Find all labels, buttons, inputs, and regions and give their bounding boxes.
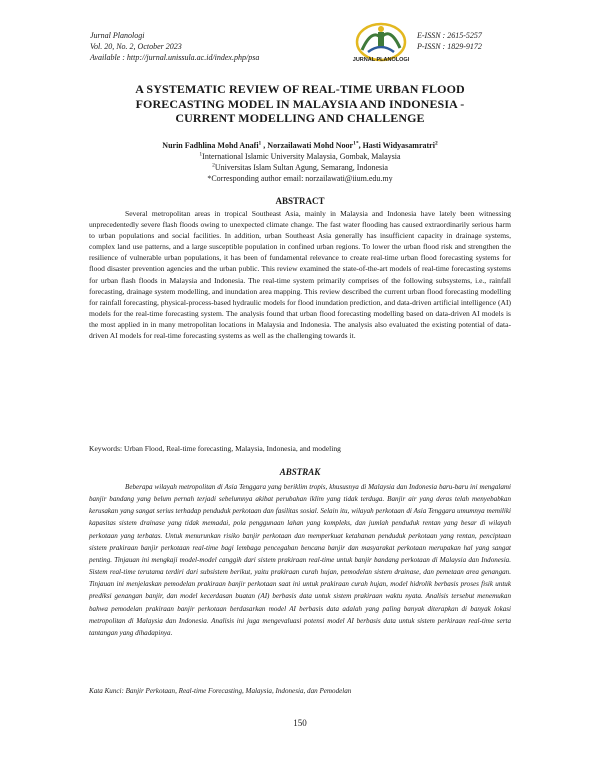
author-3: , Hasti Widyasamratri bbox=[358, 141, 435, 150]
affiliation-2-text: Universitas Islam Sultan Agung, Semarang, Indonesia bbox=[214, 163, 388, 172]
author-2-sup: 1* bbox=[353, 140, 359, 147]
author-2: , Norzailawati Mohd Noor bbox=[261, 141, 354, 150]
author-list bbox=[100, 141, 500, 150]
page-number: 150 bbox=[293, 718, 307, 728]
affiliation-1 bbox=[100, 152, 500, 162]
corresponding-author: *Corresponding author email: norzailawati@iium.edu.my bbox=[207, 174, 393, 183]
journal-url[interactable]: Available : http://jurnal.unissula.ac.id/index.php/psa bbox=[90, 53, 260, 62]
eissn: E-ISSN : 2615-5257 bbox=[417, 31, 482, 40]
abstract-heading: ABSTRACT bbox=[275, 196, 325, 206]
abstract-body: Several metropolitan areas in tropical Southeast Asia, mainly in Malaysia and Indonesia have lately been witnessing unprecedentedly severe flash floods owing to unexpected climate change. The fast water flooding has caused extraordinarily serious harm to urban populations and social facilities. In addition, urban Southeast Asia generally has insufficient capacity in drainage systems, complex land use patterns, and a large susceptible population in confined urban regions. To lower the urban flood risk and strengthen the resilience of vulnerable urban populations, it has been of fundamental relevance to create real-time urban flood forecasting systems for flood disaster prevention agencies and the urban public. This review examined the state-of-the-art models of real-time forecasting systems for urban flash floods in Malaysia and Indonesia. The real-time system primarily comprises of the following subsystems, i.e., rainfall forecasting, drainage system modelling, and inundation area mapping. This review described the current urban flood forecasting modelling for rainfall forecasting, physical-process-based hydraulic models for flood inundation prediction, and data-driven artificial intelligence (AI) models for the real-time forecasting system. The analysis found that urban flood forecasting modelling based on data-driven AI models is the most applied in in many metropolitan locations in Malaysia and Indonesia. The analysis also evaluated the existing potential of data-driven AI models for real-time forecasting systems as well as the challenging towards it. bbox=[89, 209, 511, 341]
paper-title bbox=[80, 82, 520, 126]
abstrak-heading: ABSTRAK bbox=[279, 467, 321, 477]
abstract-keywords: Keywords: Urban Flood, Real-time forecasting, Malaysia, Indonesia, and modeling bbox=[89, 444, 341, 453]
journal-logo-text: JURNAL PLANOLOGI bbox=[352, 57, 410, 63]
title-line-1: A SYSTEMATIC REVIEW OF REAL-TIME URBAN FLOOD bbox=[135, 82, 465, 96]
abstrak-body: Beberapa wilayah metropolitan di Asia Tenggara yang beriklim tropis, khususnya di Malaysia dan Indonesia baru-baru ini mengalami banjir bandang yang belum pernah terjadi sebelumnya akibat perubahan iklim yang tidak terduga. Banjir air yang deras telah menyebabkan kerusakan yang sangat serius terhadap penduduk perkotaan dan fasilitas sosial. Selain itu, wilayah perkotaan di Asia Tenggara umumnya memiliki kapasitas sistem drainase yang tidak memadai, pola penggunaan lahan yang kompleks, dan jumlah penduduk rentan yang besar di wilayah perkotaan yang terbatas. Untuk menurunkan risiko banjir perkotaan dan memperkuat ketahanan penduduk perkotaan yang rentan, penciptaan sistem prakiraan banjir perkotaan real-time bagi lembaga pencegahan bencana banjir dan masyarakat perkotaan merupakan hal yang sangat penting. Tinjauan ini mengkaji model-model canggih dari sistem prakiraan real-time untuk banjir bandang perkotaan di Malaysia dan Indonesia. Sistem real-time terutama terdiri dari subsistem berikut, yaitu prakiraan curah hujan, pemodelan sistem drainase, dan pemetaan area genangan. Tinjauan ini menjelaskan pemodelan prakiraan banjir perkotaan saat ini untuk prakiraan curah hujan, model hidrolik berbasis proses fisik untuk prediksi genangan banjir, dan model kecerdasan buatan (AI) berbasis data untuk sistem prakiraan waktu nyata. Analisis tersebut menemukan bahwa pemodelan prakiraan banjir perkotaan berdasarkan model AI berbasis data adalah yang paling banyak diterapkan di banyak lokasi metropolitan di Malaysia dan Indonesia. Analisis ini juga mengevaluasi potensi model AI berbasis data untuk sistem perkiraan real-time serta tantangan yang dihadapinya. bbox=[89, 483, 511, 637]
author-3-sup: 2 bbox=[434, 140, 438, 147]
affiliation-1-text: International Islamic University Malaysia, Gombak, Malaysia bbox=[202, 152, 401, 161]
journal-header-left bbox=[90, 30, 259, 63]
pissn: P-ISSN : 1829-9172 bbox=[417, 42, 482, 51]
journal-volume: Vol. 20, No. 2, October 2023 bbox=[90, 42, 182, 51]
title-line-3: CURRENT MODELLING AND CHALLENGE bbox=[175, 111, 425, 125]
abstrak-keywords: Kata Kunci: Banjir Perkotaan, Real-time Forecasting, Malaysia, Indonesia, dan Pemodelan bbox=[89, 687, 352, 695]
journal-name: Jurnal Planologi bbox=[90, 31, 145, 40]
affiliation-2 bbox=[100, 163, 500, 173]
author-1: Nurin Fadhlina Mohd Anafi bbox=[162, 141, 259, 150]
affiliation-1-sup: 1 bbox=[199, 151, 203, 158]
author-1-sup: 1 bbox=[258, 140, 262, 147]
journal-header-right bbox=[417, 30, 482, 52]
affiliation-2-sup: 2 bbox=[212, 162, 215, 169]
title-line-2: FORECASTING MODEL IN MALAYSIA AND INDONESIA - bbox=[135, 96, 465, 111]
